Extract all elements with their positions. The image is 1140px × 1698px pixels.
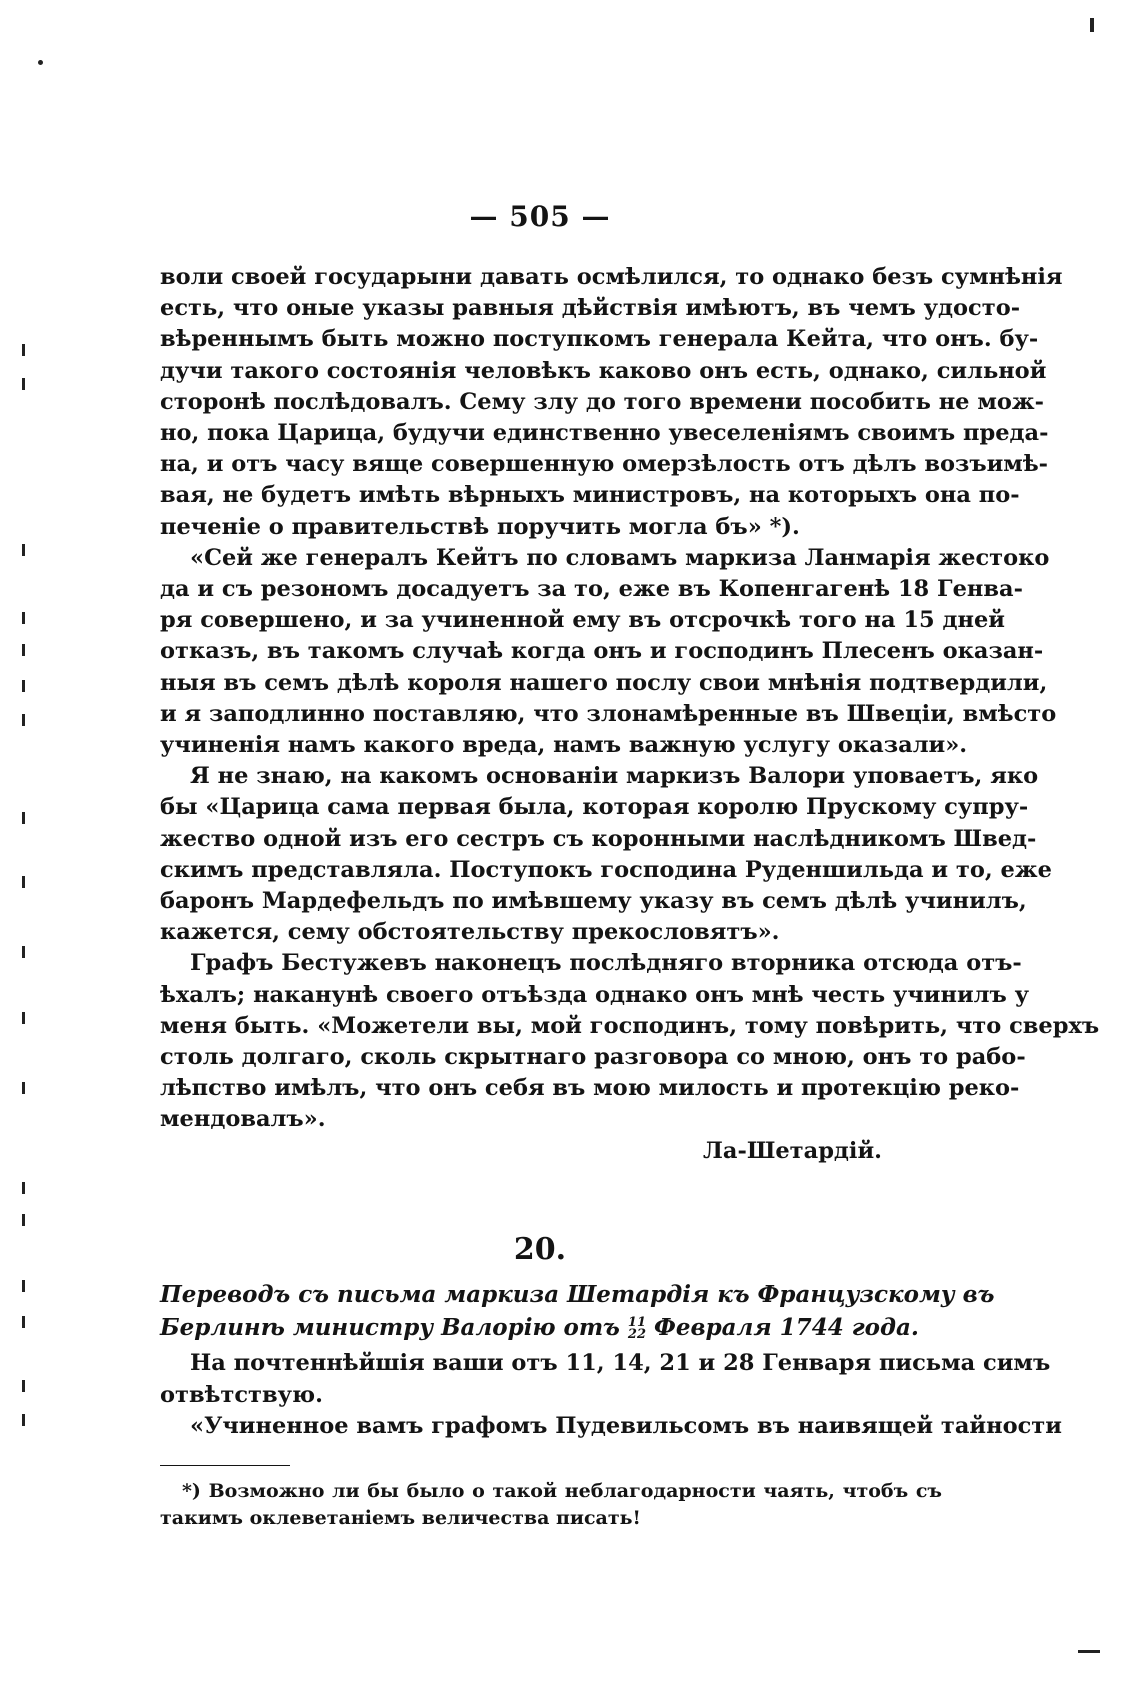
title-text: Берлинѣ министру Валорію отъ [160,1314,620,1341]
text-line: печеніе о правительствѣ поручить могла бъ» *). [160,513,800,540]
scan-speck [1090,18,1094,32]
scan-speck [22,544,25,556]
scan-speck [22,1414,25,1426]
main-text [160,262,1100,1167]
footnote [160,1478,942,1532]
section-number: 20. [513,1232,567,1267]
text-line: и я заподлинно поставляю, что злонамѣренные въ Швеціи, вмѣсто [160,700,1057,727]
title-line: Переводъ съ письма маркиза Шетардія къ Французскому въ [160,1281,995,1308]
scan-speck [22,812,25,824]
scan-speck [22,1380,25,1392]
scan-speck [22,1316,25,1328]
text-line: учиненія намъ какого вреда, намъ важную услугу оказали». [160,732,968,759]
text-line: отвѣтствую. [160,1381,323,1408]
scan-speck [22,714,25,726]
scan-speck [22,680,25,692]
text-line: на, и отъ часу вяще совершенную омерзѣлость отъ дѣлъ возъимѣ- [160,451,1049,478]
footnote-rule [160,1465,290,1466]
text-line: отказъ, въ такомъ случаѣ когда онъ и господинъ Плесенъ оказан- [160,638,1044,665]
text-line: но, пока Царица, будучи единственно увеселеніямъ своимъ преда- [160,420,1049,447]
scan-speck [1078,1650,1100,1653]
text-line: воли своей государыни давать осмѣлился, то однако безъ сумнѣнія [160,264,1063,290]
page-number: — 505 — [469,200,611,233]
text-line: да и съ резономъ досадуетъ за то, еже въ Копенгагенѣ 18 Генва- [160,576,1023,603]
text-line: лѣпство имѣлъ, что онъ себя въ мою милость и протекцію реко- [160,1075,1020,1102]
text-line: «Учиненное вамъ графомъ Пудевильсомъ въ наивящей тайности [190,1413,1062,1439]
letter-title [160,1278,995,1344]
text-line: ѣхалъ; наканунѣ своего отъѣзда однако онъ мнѣ честь учинилъ у [160,981,1030,1008]
scan-speck [22,612,25,624]
text-line: вѣреннымъ быть можно поступкомъ генерала Кейта, что онъ. бу- [160,326,1039,353]
scan-speck [38,60,43,65]
letter-text [160,1348,1062,1443]
scan-speck [22,876,25,888]
scan-speck [22,1012,25,1024]
scan-speck [22,1182,25,1194]
text-line: кажется, сему обстоятельству прекословятъ». [160,919,780,946]
scan-speck [22,1280,25,1292]
text-line: мендовалъ». [160,1106,326,1133]
scan-speck [22,1082,25,1094]
fraction-numerator: 11 [627,1315,646,1330]
text-line: На почтеннѣйшія ваши отъ 11, 14, 21 и 28 Генваря письма симъ [190,1350,1051,1376]
text-line: баронъ Мардефельдъ по имѣвшему указу въ семъ дѣлѣ учинилъ, [160,888,1027,915]
scan-speck [22,1214,25,1226]
scan-speck [22,644,25,656]
text-line: дучи такого состоянія человѣкъ каково онъ есть, однако, сильной [160,357,1047,384]
text-line: Я не знаю, на какомъ основаніи маркизъ Валори уповаетъ, яко [190,763,1039,790]
text-line: Графъ Бестужевъ наконецъ послѣдняго вторника отсюда отъ- [190,950,1022,977]
text-line: жество одной изъ его сестръ съ коронными наслѣдникомъ Швед- [160,825,1037,852]
signature: Ла-Шетардій. [703,1137,882,1164]
date-fraction [628,1317,646,1341]
scan-speck [22,378,25,390]
text-line: вая, не будетъ имѣть вѣрныхъ министровъ, на которыхъ она по- [160,482,1020,509]
text-line: ныя въ семъ дѣлѣ короля нашего послу свои мнѣнія подтвердили, [160,669,1048,696]
text-line: бы «Царица сама первая была, которая королю Пруcкому супру- [160,794,1029,821]
fraction-denominator: 22 [627,1327,646,1342]
text-line: меня быть. «Можетели вы, мой господинъ, тому повѣрить, что сверхъ [160,1012,1100,1039]
footnote-line: *) Возможно ли бы было о такой неблагодарности чаять, чтобъ съ [182,1480,942,1502]
title-text: Февраля 1744 года. [654,1314,919,1341]
text-line: сторонѣ послѣдовалъ. Сему злу до того времени пособить не мож- [160,388,1044,415]
scan-speck [22,344,25,356]
footnote-line: такимъ оклеветаніемъ величества писать! [160,1507,641,1529]
text-line: ря совершено, и за учиненной ему въ отсрочкѣ того на 15 дней [160,607,1005,634]
scan-speck [22,946,25,958]
text-line: скимъ представляла. Поступокъ господина Руденшильда и то, еже [160,856,1052,883]
text-line: «Сей же генералъ Кейтъ по словамъ маркиза Ланмарія жестоко [190,544,1050,571]
text-line: есть, что оные указы равныя дѣйствія имѣютъ, въ чемъ удосто- [160,295,1021,322]
text-line: столь долгаго, сколь скрытнаго разговора со мною, онъ то рабо- [160,1044,1026,1071]
title-line [160,1311,942,1344]
